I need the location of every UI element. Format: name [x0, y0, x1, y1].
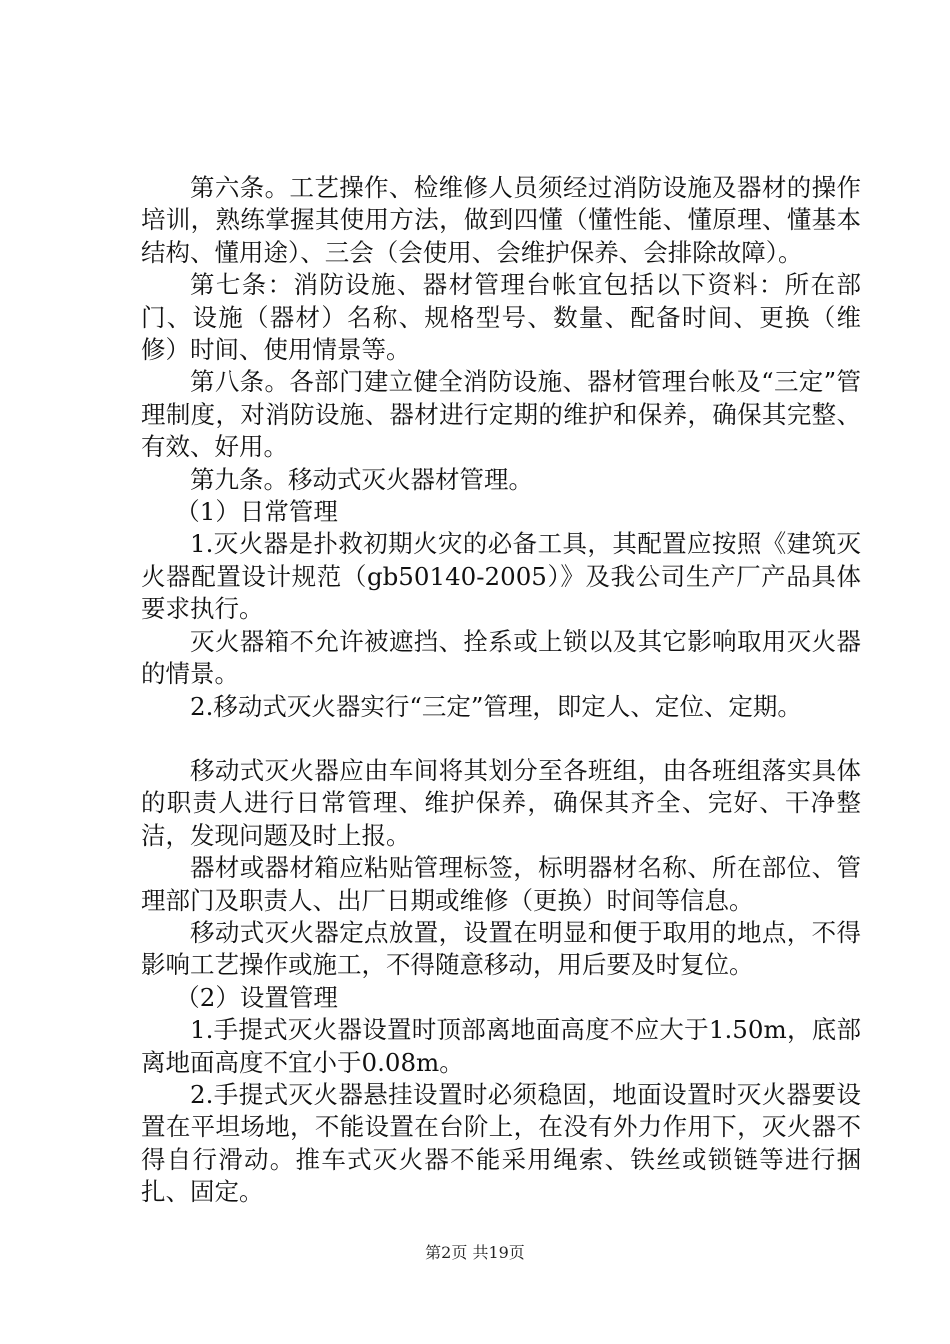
paragraph-article-7: 第七条：消防设施、器材管理台帐宜包括以下资料：所在部门、设施（器材）名称、规格型号、数量、配备时间、更换（维修）时间、使用情景等。	[141, 270, 861, 365]
document-body	[141, 172, 861, 1209]
section-heading-daily-management: （1）日常管理	[175, 497, 338, 527]
paragraph-item-2: 2.移动式灭火器实行“三定”管理，即定人、定位、定期。	[190, 691, 802, 721]
paragraph-setup-item-2: 2.手提式灭火器悬挂设置时必须稳固，地面设置时灭火器要设置在平坦场地，不能设置在台阶上，在没有外力作用下，灭火器不得自行滑动。推车式灭火器不能采用绳索、铁丝或锁链等进行捆扎、固定。	[141, 1079, 861, 1207]
page-number-footer: 第2页 共19页	[425, 1243, 525, 1262]
paragraph-labels: 器材或器材箱应粘贴管理标签，标明器材名称、所在部位、管理部门及职责人、出厂日期或维修（更换）时间等信息。	[141, 853, 861, 915]
paragraph-setup-item-1: 1.手提式灭火器设置时顶部离地面高度不应大于1.50m，底部离地面高度不宜小于0.08m。	[141, 1015, 861, 1077]
paragraph-placement: 移动式灭火器定点放置，设置在明显和便于取用的地点，不得影响工艺操作或施工，不得随意移动，用后要及时复位。	[141, 917, 861, 980]
section-heading-setup-management: （2）设置管理	[175, 982, 338, 1012]
paragraph-extinguisher-box: 灭火器箱不允许被遮挡、拴系或上锁以及其它影响取用灭火器的情景。	[141, 626, 861, 689]
paragraph-article-9: 第九条。移动式灭火器材管理。	[190, 464, 533, 494]
paragraph-article-6: 第六条。工艺操作、检维修人员须经过消防设施及器材的操作培训，熟练掌握其使用方法，做到四懂（懂性能、懂原理、懂基本结构、懂用途）、三会（会使用、会维护保养、会排除故障）。	[141, 173, 861, 267]
paragraph-assignment: 移动式灭火器应由车间将其划分至各班组，由各班组落实具体的职责人进行日常管理、维护保养，确保其齐全、完好、干净整洁，发现问题及时上报。	[141, 755, 861, 850]
paragraph-item-1: 1.灭火器是扑救初期火灾的必备工具，其配置应按照《建筑灭火器配置设计规范（gb50140-2005）》及我公司生产厂产品具体要求执行。	[141, 529, 861, 624]
paragraph-article-8: 第八条。各部门建立健全消防设施、器材管理台帐及“三定”管理制度，对消防设施、器材进行定期的维护和保养，确保其完整、有效、好用。	[141, 367, 861, 462]
